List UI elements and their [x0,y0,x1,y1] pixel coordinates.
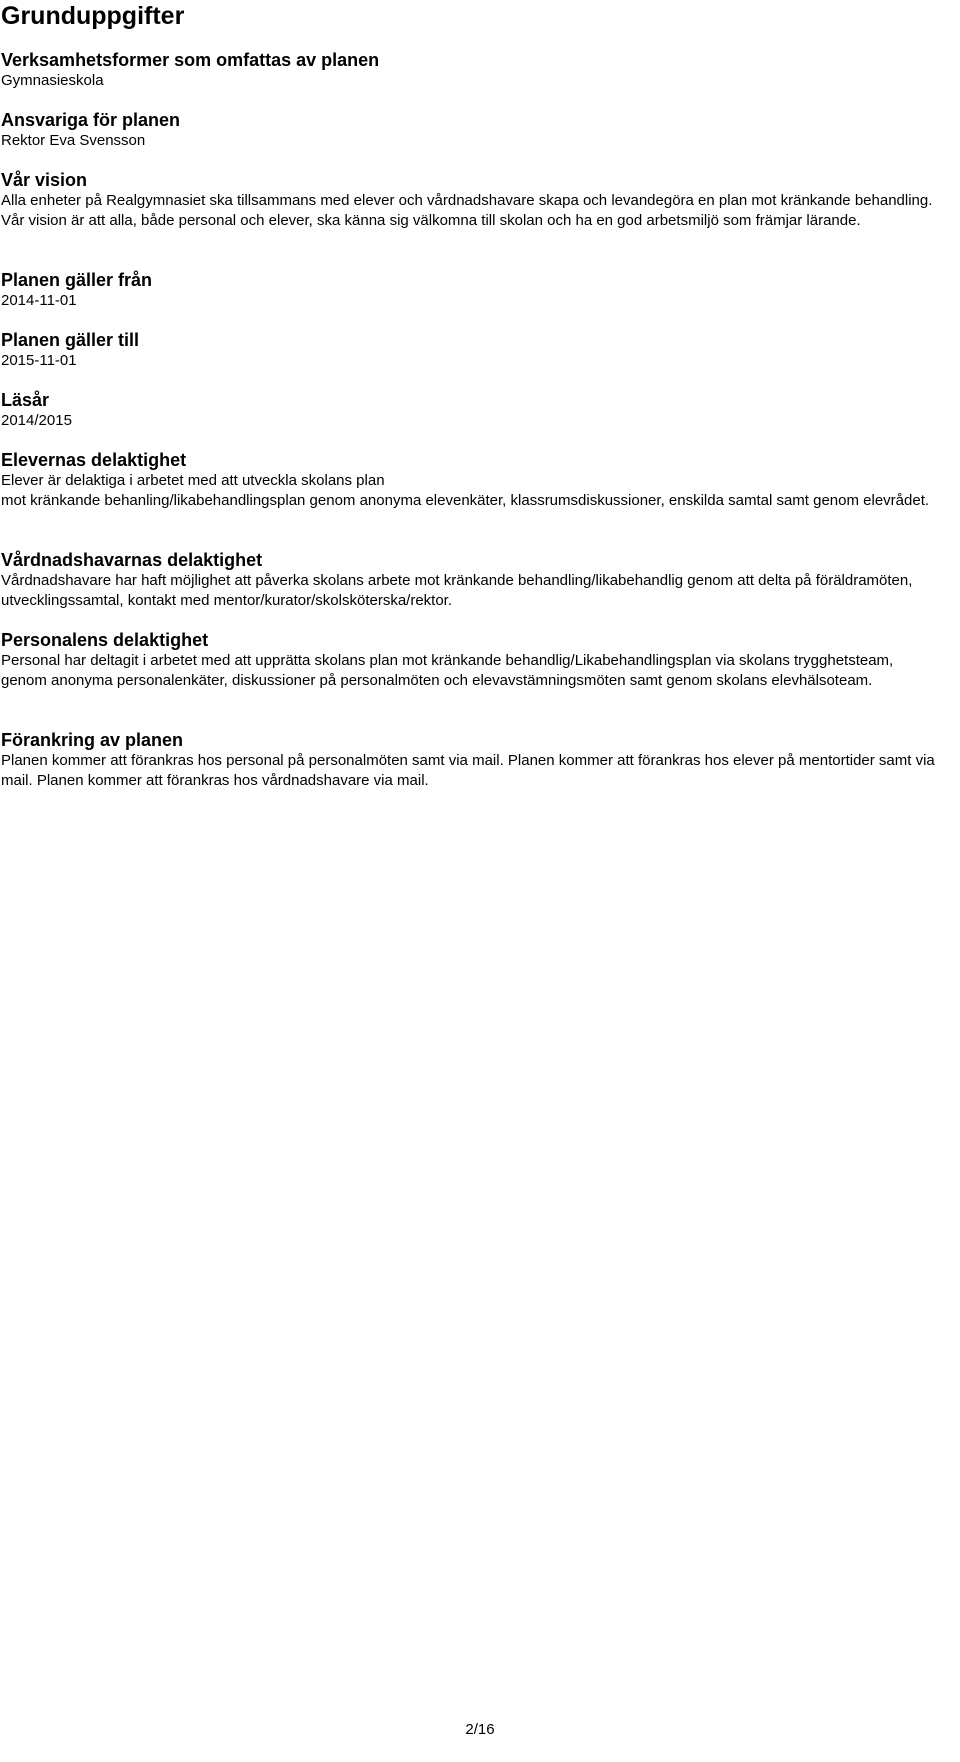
section-body-line2: mot kränkande behanling/likabehandlingsplan genom anonyma elevenkäter, klassrumsdiskussioner, enskilda samtal samt genom elevrådet. [1,492,930,509]
section-heading: Elevernas delaktighet [1,450,187,470]
section-planen-galler-fran [1,269,152,311]
section-heading: Personalens delaktighet [1,630,209,650]
section-body-line1: Elever är delaktiga i arbetet med att utveckla skolans plan [1,472,385,489]
section-heading: Planen gäller från [1,270,153,290]
page-title: Grunduppgifter [1,2,185,30]
section-ansvariga [1,109,180,151]
section-body: Vårdnadshavare har haft möjlighet att påverka skolans arbete mot kränkande behandling/likabehandlig genom att delta på föräldramöten, utvecklingssamtal, kontakt med mentor/kurator/skolsköterska/rektor. [1,572,913,609]
section-var-vision [1,169,941,231]
section-body: 2014-11-01 [1,292,77,309]
document-page [1,0,941,789]
section-planen-galler-till [1,329,139,371]
section-lasar [1,389,72,431]
section-heading: Ansvariga för planen [1,110,181,130]
section-body: Alla enheter på Realgymnasiet ska tillsammans med elever och vårdnadshavare skapa och levandegöra en plan mot kränkande behandling. Vår vision är att alla, både personal och elever, ska känna sig välkomna till skolan och ha en god arbetsmiljö som främjar lärande. [1,192,933,229]
section-body: Personal har deltagit i arbetet med att upprätta skolans plan mot kränkande behandlig/Likabehandlingsplan via skolans trygghetsteam, genom anonyma personalenkäter, diskussioner på personalmöten och elevavstämningsmöten samt genom skolans elevhälsoteam. [1,652,894,689]
section-vardnadshavarnas-delaktighet [1,549,941,611]
section-heading: Vår vision [1,170,88,190]
section-heading: Läsår [1,390,50,410]
section-heading: Förankring av planen [1,730,184,750]
section-body: Rektor Eva Svensson [1,132,146,149]
section-forankring-av-planen [1,729,941,791]
section-elevernas-delaktighet [1,449,941,511]
section-heading: Planen gäller till [1,330,140,350]
section-body: 2015-11-01 [1,352,77,369]
page-number: 2/16 [465,1721,495,1738]
section-body: Gymnasieskola [1,72,104,89]
section-heading: Vårdnadshavarnas delaktighet [1,550,263,570]
section-verksamhetsformer [1,49,379,91]
section-body: 2014/2015 [1,412,72,429]
section-heading: Verksamhetsformer som omfattas av planen [1,50,380,70]
section-body: Planen kommer att förankras hos personal på personalmöten samt via mail. Planen kommer att förankras hos elever på mentortider samt via mail. Planen kommer att förankras hos vårdnadshavare via mail. [1,752,935,789]
section-personalens-delaktighet [1,629,941,691]
